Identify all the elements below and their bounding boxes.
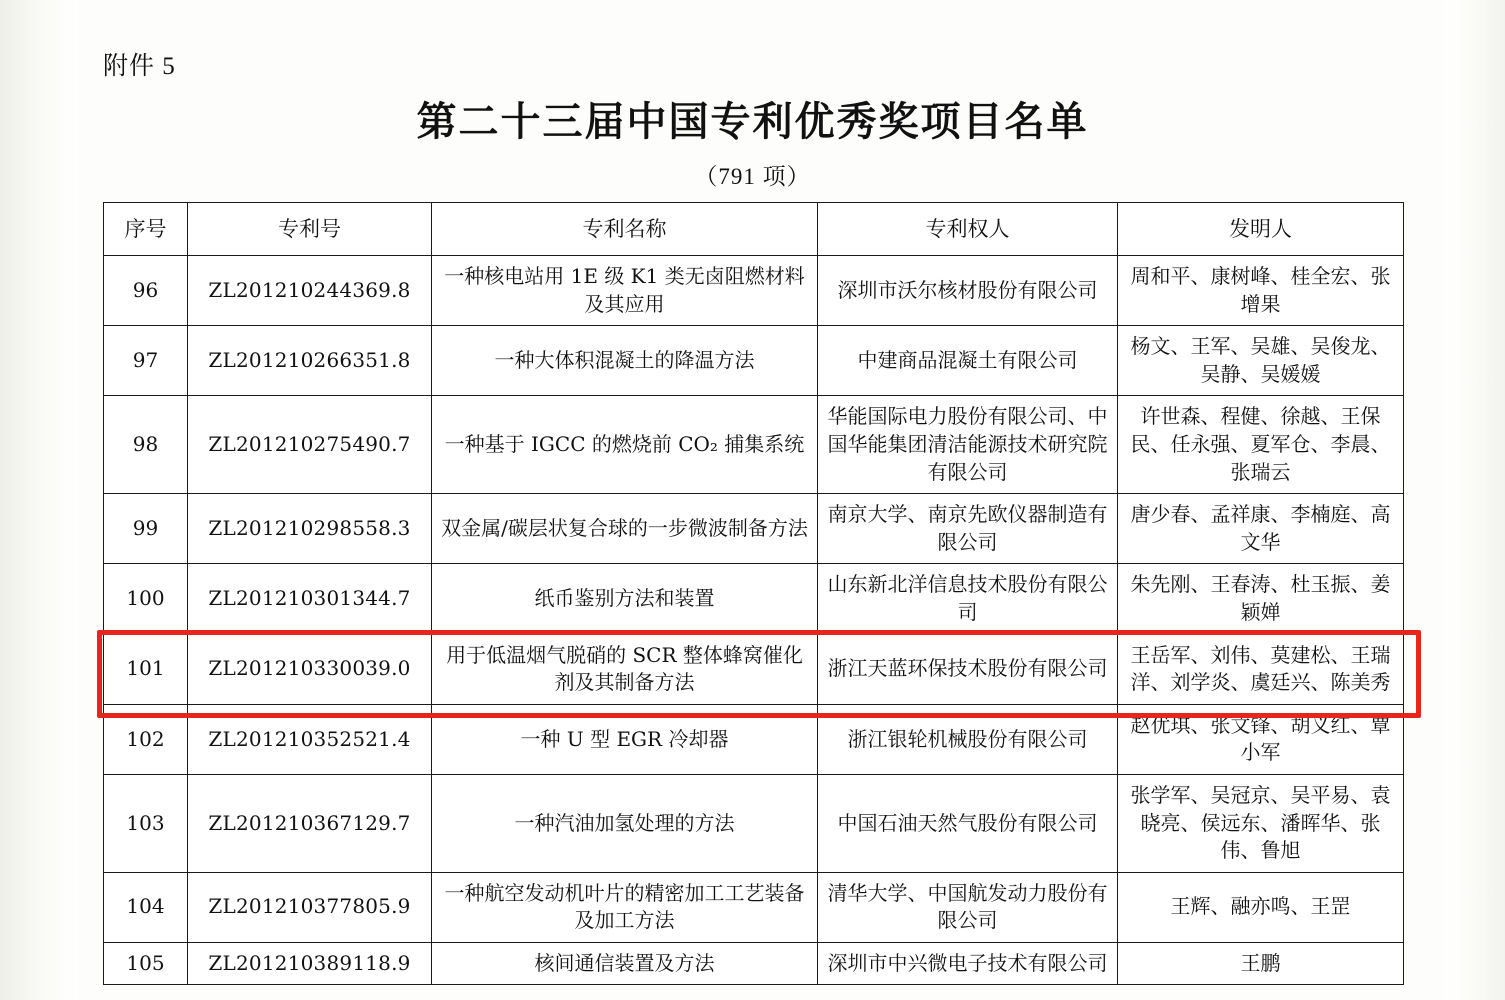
cell-owner: 山东新北洋信息技术股份有限公司 <box>818 564 1118 634</box>
cell-patent-name: 双金属/碳层状复合球的一步微波制备方法 <box>432 494 818 564</box>
cell-patent-no: ZL201210330039.0 <box>188 634 432 704</box>
cell-inventor: 许世森、程健、徐越、王保民、任永强、夏军仓、李晨、张瑞云 <box>1118 396 1404 494</box>
cell-owner: 中国石油天然气股份有限公司 <box>818 774 1118 872</box>
cell-inventor: 王岳军、刘伟、莫建松、王瑞洋、刘学炎、虞廷兴、陈美秀 <box>1118 634 1404 704</box>
table-row <box>104 774 1404 872</box>
column-header-index: 序号 <box>104 203 188 256</box>
cell-owner: 华能国际电力股份有限公司、中国华能集团清洁能源技术研究院有限公司 <box>818 396 1118 494</box>
cell-patent-no: ZL201210389118.9 <box>188 942 432 985</box>
cell-index: 103 <box>104 774 188 872</box>
page-subtitle: （791 项） <box>694 164 811 189</box>
cell-index: 98 <box>104 396 188 494</box>
cell-patent-name: 一种航空发动机叶片的精密加工工艺装备及加工方法 <box>432 872 818 942</box>
cell-patent-name: 用于低温烟气脱硝的 SCR 整体蜂窝催化剂及其制备方法 <box>432 634 818 704</box>
table-row <box>104 326 1404 396</box>
table-row <box>104 942 1404 985</box>
cell-inventor: 王辉、融亦鸣、王罡 <box>1118 872 1404 942</box>
cell-index: 102 <box>104 704 188 774</box>
cell-owner: 南京大学、南京先欧仪器制造有限公司 <box>818 494 1118 564</box>
table-row <box>104 872 1404 942</box>
table-row <box>104 494 1404 564</box>
cell-index: 100 <box>104 564 188 634</box>
cell-owner: 浙江天蓝环保技术股份有限公司 <box>818 634 1118 704</box>
cell-inventor: 王鹏 <box>1118 942 1404 985</box>
cell-owner: 清华大学、中国航发动力股份有限公司 <box>818 872 1118 942</box>
cell-patent-no: ZL201210367129.7 <box>188 774 432 872</box>
cell-patent-name: 一种基于 IGCC 的燃烧前 CO₂ 捕集系统 <box>432 396 818 494</box>
cell-inventor: 赵优琪、张文锋、胡义红、覃小军 <box>1118 704 1404 774</box>
cell-owner: 浙江银轮机械股份有限公司 <box>818 704 1118 774</box>
cell-index: 99 <box>104 494 188 564</box>
table-row <box>104 564 1404 634</box>
cell-patent-no: ZL201210298558.3 <box>188 494 432 564</box>
cell-index: 96 <box>104 256 188 326</box>
page-title: 第二十三届中国专利优秀奖项目名单 <box>416 98 1089 145</box>
cell-inventor: 周和平、康树峰、桂全宏、张增果 <box>1118 256 1404 326</box>
attachment-label: 附件 5 <box>103 53 176 80</box>
table-row <box>104 396 1404 494</box>
cell-patent-no: ZL201210275490.7 <box>188 396 432 494</box>
column-header-patent-name: 专利名称 <box>432 203 818 256</box>
cell-index: 101 <box>104 634 188 704</box>
cell-patent-name: 一种 U 型 EGR 冷却器 <box>432 704 818 774</box>
cell-index: 97 <box>104 326 188 396</box>
table-row <box>104 704 1404 774</box>
cell-owner: 中建商品混凝土有限公司 <box>818 326 1118 396</box>
column-header-inventor: 发明人 <box>1118 203 1404 256</box>
cell-patent-name: 一种核电站用 1E 级 K1 类无卤阻燃材料及其应用 <box>432 256 818 326</box>
cell-patent-no: ZL201210244369.8 <box>188 256 432 326</box>
column-header-patent-no: 专利号 <box>188 203 432 256</box>
table-row <box>104 256 1404 326</box>
cell-inventor: 朱先刚、王春涛、杜玉振、姜颖婵 <box>1118 564 1404 634</box>
patent-list-table <box>103 202 1404 985</box>
cell-index: 104 <box>104 872 188 942</box>
cell-owner: 深圳市沃尔核材股份有限公司 <box>818 256 1118 326</box>
cell-inventor: 唐少春、孟祥康、李楠庭、高文华 <box>1118 494 1404 564</box>
cell-inventor: 杨文、王军、吴雄、吴俊龙、吴静、吴媛媛 <box>1118 326 1404 396</box>
table-row-highlighted <box>104 634 1404 704</box>
column-header-owner: 专利权人 <box>818 203 1118 256</box>
cell-patent-name: 核间通信装置及方法 <box>432 942 818 985</box>
cell-patent-name: 纸币鉴别方法和装置 <box>432 564 818 634</box>
cell-patent-name: 一种汽油加氢处理的方法 <box>432 774 818 872</box>
cell-patent-no: ZL201210377805.9 <box>188 872 432 942</box>
cell-patent-no: ZL201210266351.8 <box>188 326 432 396</box>
cell-patent-no: ZL201210352521.4 <box>188 704 432 774</box>
cell-patent-no: ZL201210301344.7 <box>188 564 432 634</box>
cell-owner: 深圳市中兴微电子技术有限公司 <box>818 942 1118 985</box>
table-header-row <box>104 203 1404 256</box>
cell-inventor: 张学军、吴冠京、吴平易、袁晓亮、侯远东、潘晖华、张伟、鲁旭 <box>1118 774 1404 872</box>
cell-patent-name: 一种大体积混凝土的降温方法 <box>432 326 818 396</box>
cell-index: 105 <box>104 942 188 985</box>
